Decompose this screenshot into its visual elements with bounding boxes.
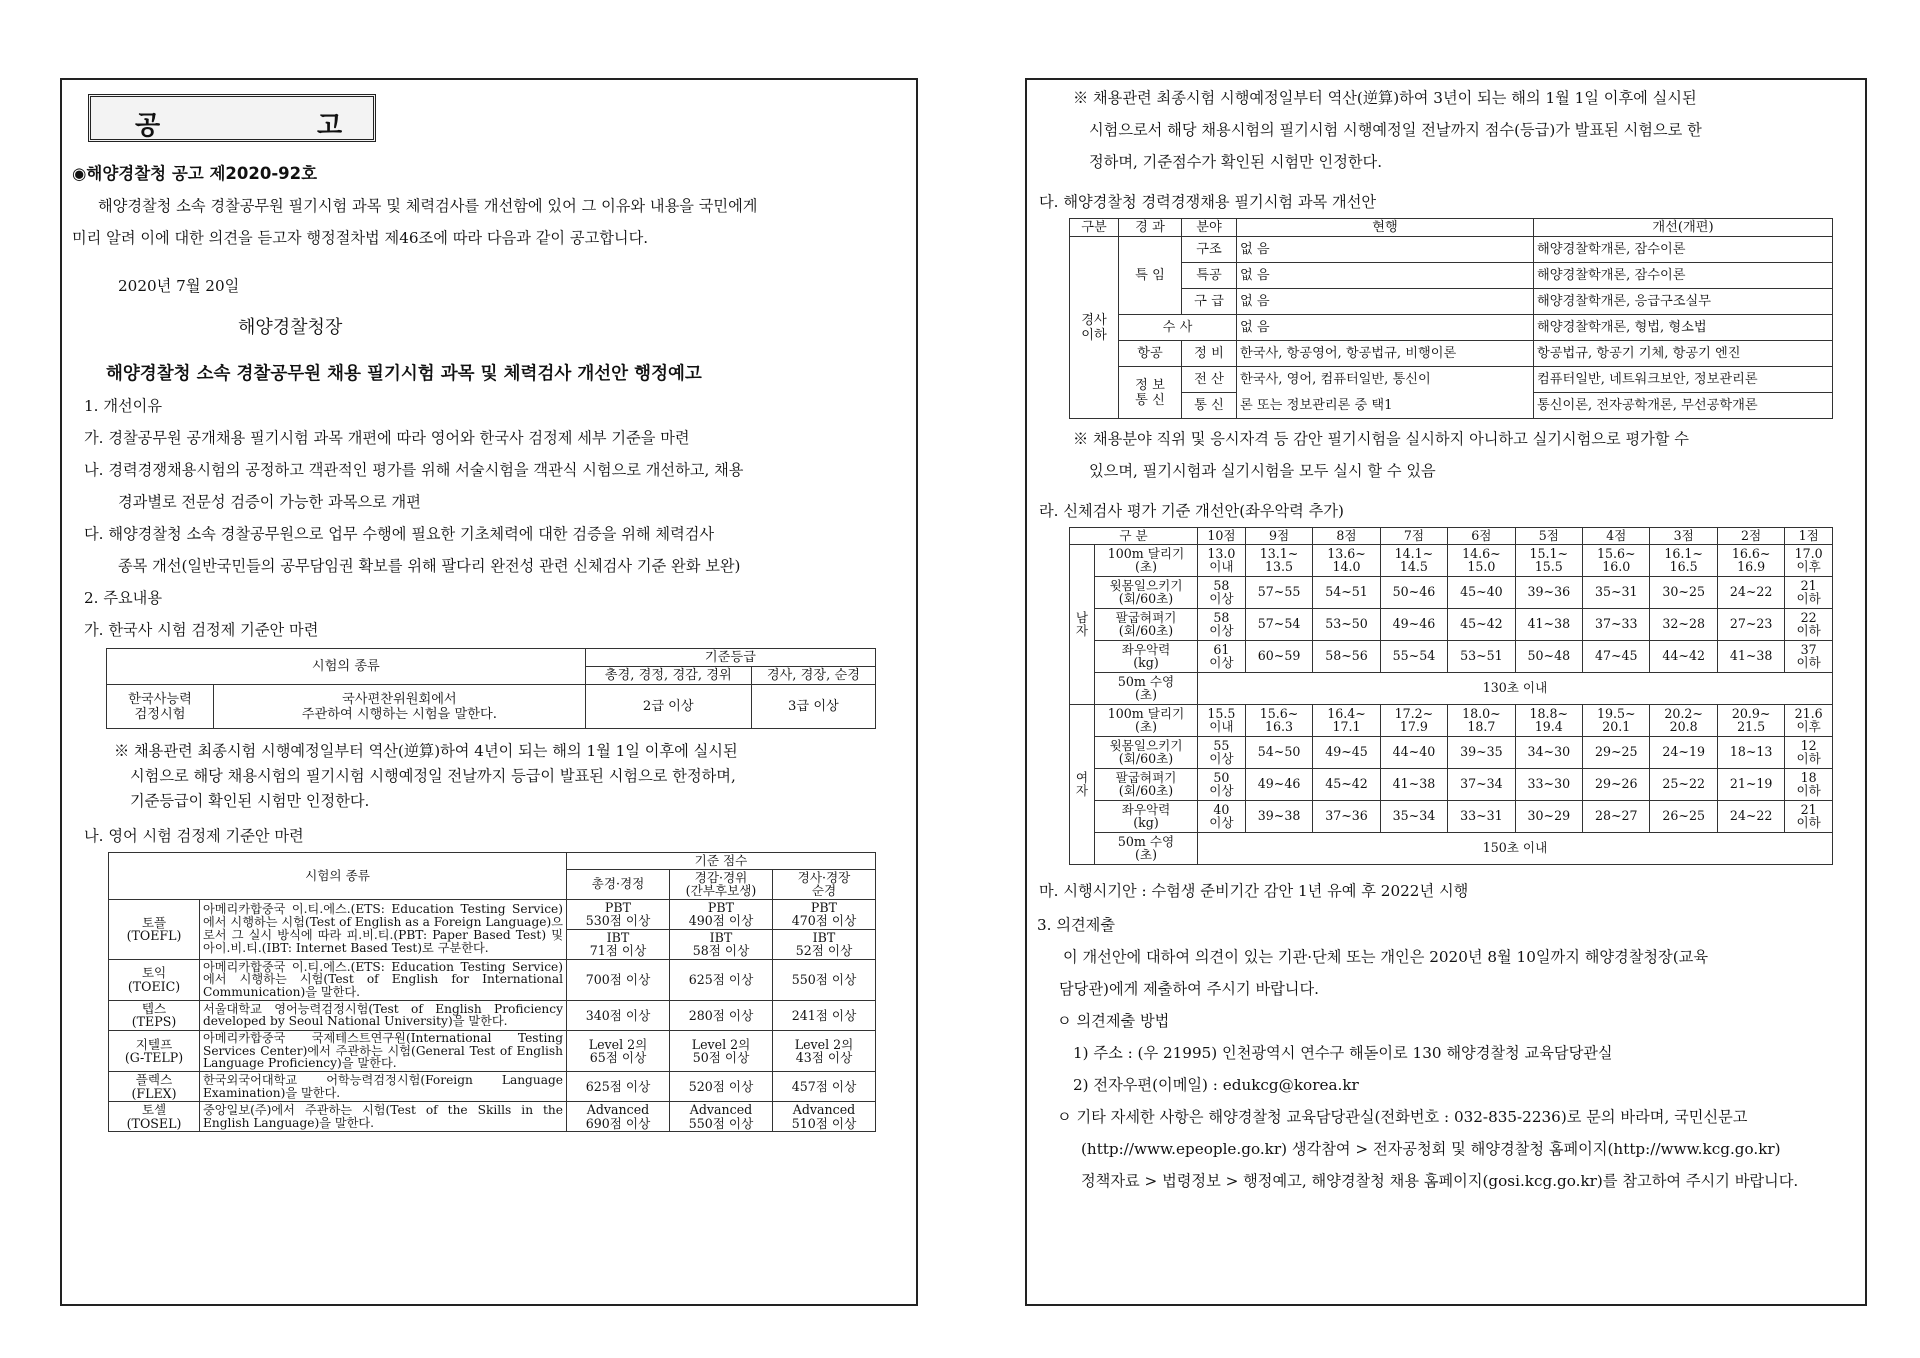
eng-score-cell: 700점 이상 (567, 959, 670, 1000)
phys-score-cell: 45~42 (1313, 768, 1380, 800)
eng-exam-name: 토셀 (TOSEL) (109, 1102, 200, 1132)
phys-gender-label: 여 자 (1070, 704, 1095, 864)
section-da-heading: 다. 해양경찰청 경력경쟁채용 필기시험 과목 개선안 (1039, 193, 1377, 211)
phys-score-cell: 14.1~ 14.5 (1380, 544, 1447, 576)
opinion-etc-1: ㅇ 기타 자세한 사항은 해양경찰청 교육담당관실(전화번호 : 032-835-2236)로 문의 바라며, 국민신문고 (1057, 1107, 1748, 1126)
phys-score-cell: 40 이상 (1198, 800, 1246, 832)
announce-date: 2020년 7월 20일 (118, 277, 240, 295)
eng-exam-name: 토익 (TOEIC) (109, 959, 200, 1000)
phys-score-cell: 29~26 (1583, 768, 1650, 800)
note-3-line-1: ※ 채용분야 직위 및 응시자격 등 감안 필기시험을 실시하지 아니하고 실기시험으로 평가할 수 (1073, 430, 1689, 448)
phys-score-cell: 37~36 (1313, 800, 1380, 832)
phys-swim-standard: 130초 이내 (1198, 672, 1833, 704)
phys-score-cell: 24~22 (1717, 800, 1784, 832)
phys-score-cell: 15.6~ 16.3 (1245, 704, 1312, 736)
eng-exam-desc: 아메리카합중국 이.티.에스.(ETS: Education Testing Service)에서 시행하는 시험(Test of English as a Foreign Language)으로서 그 실시 방식에 따라 피.비.티.(PBT: Paper Based Test) 및 아이.비.티.(IBT: Internet Based Test)로 구분한다. (200, 899, 567, 959)
section-1-na-2: 경과별로 전문성 검증이 가능한 과목으로 개편 (118, 493, 421, 511)
hist-grade-1-value: 2급 이상 (585, 685, 751, 729)
eng-exam-name: 플렉스 (FLEX) (109, 1072, 200, 1102)
subj-hanggong: 항공 (1119, 341, 1182, 367)
eng-score-cell: Level 2의 50점 이상 (670, 1030, 773, 1071)
phys-score-cell: 37~33 (1583, 608, 1650, 640)
note-1-line-1: ※ 채용관련 최종시험 시행예정일부터 역산(逆算)하여 4년이 되는 해의 1월 1일 이후에 실시된 (114, 742, 738, 760)
eng-score-cell: 625점 이상 (567, 1072, 670, 1102)
eng-score-cell: Level 2의 65점 이상 (567, 1030, 670, 1071)
hist-header-grade: 기준등급 (585, 649, 875, 667)
subj-new: 통신이론, 전자공학개론, 무선공학개론 (1534, 393, 1833, 419)
phys-score-cell: 21~19 (1717, 768, 1784, 800)
main-title: 해양경찰청 소속 경찰공무원 채용 필기시험 과목 및 체력검사 개선안 행정예고 (106, 364, 702, 384)
phys-score-cell: 15.1~ 15.5 (1515, 544, 1582, 576)
phys-score-cell: 19.5~ 20.1 (1583, 704, 1650, 736)
phys-score-cell: 22 이하 (1785, 608, 1833, 640)
phys-score-cell: 41~38 (1515, 608, 1582, 640)
phys-score-cell: 15.6~ 16.0 (1583, 544, 1650, 576)
phys-score-cell: 50 이상 (1198, 768, 1246, 800)
phys-score-cell: 13.1~ 13.5 (1245, 544, 1312, 576)
phys-score-cell: 57~55 (1245, 576, 1312, 608)
phys-item: 100m 달리기 (초) (1095, 704, 1198, 736)
right-page (1025, 78, 1867, 1306)
phys-header-gubun: 구 분 (1070, 528, 1198, 545)
phys-score-cell: 50~46 (1380, 576, 1447, 608)
subj-current: 론 또는 정보관리론 중 택1 (1237, 393, 1534, 419)
subj-header-new: 개선(개편) (1534, 219, 1833, 237)
eng-header-type: 시험의 종류 (109, 853, 567, 900)
hist-header-grade-2: 경사, 경장, 순경 (751, 667, 875, 685)
phys-score-cell: 12 이하 (1785, 736, 1833, 768)
eng-score-cell: 550점 이상 (773, 959, 876, 1000)
eng-score-cell: IBT 58점 이상 (670, 929, 773, 959)
note-2-line-3: 정하며, 기준점수가 확인된 시험만 인정한다. (1089, 153, 1383, 171)
phys-score-cell: 25~22 (1650, 768, 1717, 800)
phys-score-cell: 29~25 (1583, 736, 1650, 768)
subj-current: 한국사, 영어, 컴퓨터일반, 통신이 (1237, 367, 1534, 393)
section-ra-heading: 라. 신체검사 평가 기준 개선안(좌우악력 추가) (1039, 502, 1344, 520)
phys-score-cell: 17.2~ 17.9 (1380, 704, 1447, 736)
subj-new: 해양경찰학개론, 잠수이론 (1534, 237, 1833, 263)
note-1-line-2: 시험으로 해당 채용시험의 필기시험 시행예정일 전날까지 등급이 발표된 시험으로 한정하며, (130, 767, 736, 785)
subj-new: 해양경찰학개론, 형법, 형소법 (1534, 315, 1833, 341)
eng-score-cell: Advanced 550점 이상 (670, 1102, 773, 1132)
phys-score-cell: 58 이상 (1198, 576, 1246, 608)
eng-exam-desc: 한국외국어대학교 어학능력검정시험(Foreign Language Examination)을 말한다. (200, 1072, 567, 1102)
phys-score-cell: 49~46 (1380, 608, 1447, 640)
phys-score-cell: 47~45 (1583, 640, 1650, 672)
phys-score-cell: 54~50 (1245, 736, 1312, 768)
phys-score-cell: 45~42 (1448, 608, 1515, 640)
phys-score-cell: 53~51 (1448, 640, 1515, 672)
phys-score-cell: 45~40 (1448, 576, 1515, 608)
subject-table (1069, 218, 1833, 419)
opinion-address: 1) 주소 : (우 21995) 인천광역시 연수구 해돋이로 130 해양경찰청 교육담당관실 (1073, 1043, 1613, 1062)
hist-exam-name: 한국사능력 검정시험 (107, 685, 214, 729)
phys-item: 팔굽혀펴기 (회/60초) (1095, 768, 1198, 800)
eng-score-cell: 457점 이상 (773, 1072, 876, 1102)
section-1-ga: 가. 경찰공무원 공개채용 필기시험 과목 개편에 따라 영어와 한국사 검정제 세부 기준을 마련 (84, 429, 690, 447)
phys-score-cell: 35~34 (1380, 800, 1447, 832)
phys-score-cell: 49~45 (1313, 736, 1380, 768)
phys-score-cell: 27~23 (1717, 608, 1784, 640)
hist-header-type: 시험의 종류 (107, 649, 586, 685)
subj-header-current: 현행 (1237, 219, 1534, 237)
eng-exam-desc: 아메리카합중국 국제테스트연구원(International Testing Services Center)에서 주관하는 시험(General Test of English Language Proficiency)을 말한다. (200, 1030, 567, 1071)
phys-score-cell: 34~30 (1515, 736, 1582, 768)
hist-exam-desc: 국사편찬위원회에서 주관하여 시행하는 시험을 말한다. (214, 685, 586, 729)
phys-score-cell: 16.1~ 16.5 (1650, 544, 1717, 576)
hist-header-grade-1: 총경, 경정, 경감, 경위 (585, 667, 751, 685)
eng-header-col-2: 경감·경위 (간부후보생) (670, 869, 773, 899)
eng-score-cell: Advanced 510점 이상 (773, 1102, 876, 1132)
phys-score-cell: 15.5 이내 (1198, 704, 1246, 736)
phys-score-cell: 16.4~ 17.1 (1313, 704, 1380, 736)
eng-score-cell: IBT 52점 이상 (773, 929, 876, 959)
opinion-method: ㅇ 의견제출 방법 (1057, 1011, 1170, 1030)
phys-header-score: 9점 (1245, 528, 1312, 545)
notice-title-box (88, 94, 376, 142)
phys-score-cell: 18.0~ 18.7 (1448, 704, 1515, 736)
section-1-da-1: 다. 해양경찰청 소속 경찰공무원으로 업무 수행에 필요한 기초체력에 대한 검증을 위해 체력검사 (84, 525, 715, 543)
subj-new: 컴퓨터일반, 네트워크보안, 정보관리론 (1534, 367, 1833, 393)
phys-score-cell: 50~48 (1515, 640, 1582, 672)
announce-number: ◉해양경찰청 공고 제2020-92호 (72, 164, 318, 183)
phys-header-score: 5점 (1515, 528, 1582, 545)
phys-score-cell: 39~36 (1515, 576, 1582, 608)
subj-header-gubun: 구분 (1070, 219, 1119, 237)
subj-current: 한국사, 항공영어, 항공법규, 비행이론 (1237, 341, 1534, 367)
eng-header-score: 기준 점수 (567, 853, 876, 870)
phys-score-cell: 21.6 이후 (1785, 704, 1833, 736)
phys-score-cell: 17.0 이후 (1785, 544, 1833, 576)
phys-score-cell: 26~25 (1650, 800, 1717, 832)
subj-field: 통 신 (1182, 393, 1237, 419)
phys-swim-standard: 150초 이내 (1198, 832, 1833, 864)
phys-score-cell: 18 이하 (1785, 768, 1833, 800)
phys-score-cell: 57~54 (1245, 608, 1312, 640)
eng-exam-desc: 아메리카합중국 이.티.에스.(ETS: Education Testing Service)에서 시행하는 시험(Test of English for International Communication)을 말한다. (200, 959, 567, 1000)
eng-header-col-1: 총경·경정 (567, 869, 670, 899)
subj-field: 특공 (1182, 263, 1237, 289)
eng-score-cell: PBT 530점 이상 (567, 899, 670, 929)
left-page (60, 78, 918, 1306)
phys-score-cell: 24~19 (1650, 736, 1717, 768)
section-2-na: 나. 영어 시험 검정제 기준안 마련 (84, 827, 304, 845)
hist-grade-2-value: 3급 이상 (751, 685, 875, 729)
phys-header-score: 1점 (1785, 528, 1833, 545)
subj-header-gyeonggwa: 경 과 (1119, 219, 1182, 237)
eng-exam-name: 토플 (TOEFL) (109, 899, 200, 959)
phys-score-cell: 37~34 (1448, 768, 1515, 800)
phys-score-cell: 55~54 (1380, 640, 1447, 672)
phys-score-cell: 44~40 (1380, 736, 1447, 768)
phys-score-cell: 13.6~ 14.0 (1313, 544, 1380, 576)
phys-score-cell: 55 이상 (1198, 736, 1246, 768)
phys-score-cell: 58~56 (1313, 640, 1380, 672)
section-1-na-1: 나. 경력경쟁채용시험의 공정하고 객관적인 평가를 위해 서술시험을 객관식 시험으로 개선하고, 채용 (84, 461, 744, 479)
opinion-line-1: 이 개선안에 대하여 의견이 있는 기관·단체 또는 개인은 2020년 8월 10일까지 해양경찰청장(교육 (1063, 947, 1708, 966)
phys-score-cell: 37 이하 (1785, 640, 1833, 672)
subj-current: 없 음 (1237, 263, 1534, 289)
phys-score-cell: 35~31 (1583, 576, 1650, 608)
phys-female-rows (1070, 704, 1833, 864)
phys-item: 100m 달리기 (초) (1095, 544, 1198, 576)
phys-item-swim: 50m 수영 (초) (1095, 672, 1198, 704)
subj-new: 해양경찰학개론, 응급구조실무 (1534, 289, 1833, 315)
eng-exam-desc: 서울대학교 영어능력검정시험(Test of English Proficiency developed by Seoul National University)을 말한다. (200, 1000, 567, 1030)
subj-field: 정 비 (1182, 341, 1237, 367)
section-2-ga: 가. 한국사 시험 검정제 기준안 마련 (84, 621, 319, 639)
phys-score-cell: 30~29 (1515, 800, 1582, 832)
eng-score-cell: PBT 470점 이상 (773, 899, 876, 929)
phys-score-cell: 41~38 (1717, 640, 1784, 672)
eng-exam-name: 지텔프 (G-TELP) (109, 1030, 200, 1071)
subj-group: 경사 이하 (1070, 237, 1119, 419)
section-ma: 마. 시행시기안 : 수험생 준비기간 감안 1년 유예 후 2022년 시행 (1039, 881, 1469, 900)
phys-score-cell: 16.6~ 16.9 (1717, 544, 1784, 576)
eng-exam-desc: 중앙일보(주)에서 주관하는 시험(Test of the Skills in the English Language)을 말한다. (200, 1102, 567, 1132)
subj-field: 구 급 (1182, 289, 1237, 315)
eng-score-cell: PBT 490점 이상 (670, 899, 773, 929)
phys-item: 좌우악력 (kg) (1095, 800, 1198, 832)
physical-test-table (1069, 527, 1833, 865)
phys-score-cell: 32~28 (1650, 608, 1717, 640)
phys-item: 윗몸일으키기 (회/60초) (1095, 576, 1198, 608)
phys-score-cell: 61 이상 (1198, 640, 1246, 672)
phys-score-cell: 13.0 이내 (1198, 544, 1246, 576)
opinion-etc-2: (http://www.epeople.go.kr) 생각참여 > 전자공청회 및 해양경찰청 홈페이지(http://www.kcg.go.kr) (1081, 1139, 1781, 1158)
note-1-line-3: 기준등급이 확인된 시험만 인정한다. (130, 792, 370, 810)
phys-score-cell: 41~38 (1380, 768, 1447, 800)
phys-score-cell: 20.2~ 20.8 (1650, 704, 1717, 736)
phys-score-cell: 44~42 (1650, 640, 1717, 672)
phys-score-cell: 30~25 (1650, 576, 1717, 608)
phys-score-cell: 60~59 (1245, 640, 1312, 672)
section-1-heading: 1. 개선이유 (84, 397, 163, 415)
phys-header-score: 4점 (1583, 528, 1650, 545)
phys-header-score: 2점 (1717, 528, 1784, 545)
phys-score-cell: 33~31 (1448, 800, 1515, 832)
opinion-email: 2) 전자우편(이메일) : edukcg@korea.kr (1073, 1075, 1359, 1094)
history-exam-table (106, 648, 876, 729)
subj-new: 항공법규, 항공기 기체, 항공기 엔진 (1534, 341, 1833, 367)
phys-score-cell: 28~27 (1583, 800, 1650, 832)
intro-line-2: 미리 알려 이에 대한 의견을 듣고자 행정절차법 제46조에 따라 다음과 같이 공고합니다. (72, 229, 649, 247)
eng-score-cell: 340점 이상 (567, 1000, 670, 1030)
notice-char-1: 공 (135, 111, 161, 141)
subj-teukim: 특 임 (1119, 237, 1182, 315)
subj-current: 없 음 (1237, 315, 1534, 341)
eng-score-cell: Advanced 690점 이상 (567, 1102, 670, 1132)
phys-score-cell: 21 이하 (1785, 576, 1833, 608)
eng-score-cell: IBT 71점 이상 (567, 929, 670, 959)
subj-susa: 수 사 (1119, 315, 1237, 341)
phys-header-score: 10점 (1198, 528, 1246, 545)
opinion-etc-3: 정책자료 > 법령정보 > 행정예고, 해양경찰청 채용 홈페이지(gosi.kcg.go.kr)를 참고하여 주시기 바랍니다. (1081, 1171, 1799, 1190)
eng-score-cell: 241점 이상 (773, 1000, 876, 1030)
subj-header-bunya: 분야 (1182, 219, 1237, 237)
subj-current: 없 음 (1237, 289, 1534, 315)
phys-score-cell: 53~50 (1313, 608, 1380, 640)
subj-field: 구조 (1182, 237, 1237, 263)
phys-header-score: 7점 (1380, 528, 1447, 545)
phys-item: 윗몸일으키기 (회/60초) (1095, 736, 1198, 768)
eng-exam-name: 텝스 (TEPS) (109, 1000, 200, 1030)
subj-current: 없 음 (1237, 237, 1534, 263)
eng-score-cell: 280점 이상 (670, 1000, 773, 1030)
subj-new: 해양경찰학개론, 잠수이론 (1534, 263, 1833, 289)
eng-score-cell: 625점 이상 (670, 959, 773, 1000)
english-exam-table (108, 852, 876, 1132)
intro-line-1: 해양경찰청 소속 경찰공무원 필기시험 과목 및 체력검사를 개선함에 있어 그 이유와 내용을 국민에게 (98, 197, 758, 215)
notice-char-2: 고 (317, 111, 343, 141)
phys-score-cell: 20.9~ 21.5 (1717, 704, 1784, 736)
subj-field: 전 산 (1182, 367, 1237, 393)
phys-score-cell: 39~35 (1448, 736, 1515, 768)
phys-score-cell: 21 이하 (1785, 800, 1833, 832)
phys-score-cell: 39~38 (1245, 800, 1312, 832)
phys-score-cell: 24~22 (1717, 576, 1784, 608)
eng-score-cell: Level 2의 43점 이상 (773, 1030, 876, 1071)
opinion-line-2: 담당관)에게 제출하여 주시기 바랍니다. (1059, 979, 1319, 998)
phys-header-score: 3점 (1650, 528, 1717, 545)
note-2-line-1: ※ 채용관련 최종시험 시행예정일부터 역산(逆算)하여 3년이 되는 해의 1월 1일 이후에 실시된 (1073, 89, 1697, 107)
phys-male-rows (1070, 544, 1833, 704)
section-2-heading: 2. 주요내용 (84, 589, 163, 607)
eng-score-cell: 520점 이상 (670, 1072, 773, 1102)
phys-header-score: 6점 (1448, 528, 1515, 545)
phys-score-cell: 14.6~ 15.0 (1448, 544, 1515, 576)
note-2-line-2: 시험으로서 해당 채용시험의 필기시험 시행예정일 전날까지 점수(등급)가 발표된 시험으로 한 (1089, 121, 1702, 139)
phys-item: 팔굽혀펴기 (회/60초) (1095, 608, 1198, 640)
section-1-da-2: 종목 개선(일반국민들의 공무담임권 확보를 위해 팔다리 완전성 관련 신체검사 기준 완화 보완) (118, 557, 741, 575)
phys-item: 좌우악력 (kg) (1095, 640, 1198, 672)
phys-score-cell: 18.8~ 19.4 (1515, 704, 1582, 736)
phys-score-cell: 33~30 (1515, 768, 1582, 800)
subj-jeongbo: 정 보 통 신 (1119, 367, 1182, 419)
phys-score-cell: 18~13 (1717, 736, 1784, 768)
agency-name: 해양경찰청장 (238, 317, 343, 338)
eng-header-col-3: 경사·경장 순경 (773, 869, 876, 899)
section-3-heading: 3. 의견제출 (1037, 915, 1116, 934)
phys-score-cell: 49~46 (1245, 768, 1312, 800)
phys-item-swim: 50m 수영 (초) (1095, 832, 1198, 864)
phys-gender-label: 남 자 (1070, 544, 1095, 704)
phys-score-cell: 54~51 (1313, 576, 1380, 608)
note-3-line-2: 있으며, 필기시험과 실기시험을 모두 실시 할 수 있음 (1089, 462, 1436, 480)
phys-header-score: 8점 (1313, 528, 1380, 545)
phys-score-cell: 58 이상 (1198, 608, 1246, 640)
